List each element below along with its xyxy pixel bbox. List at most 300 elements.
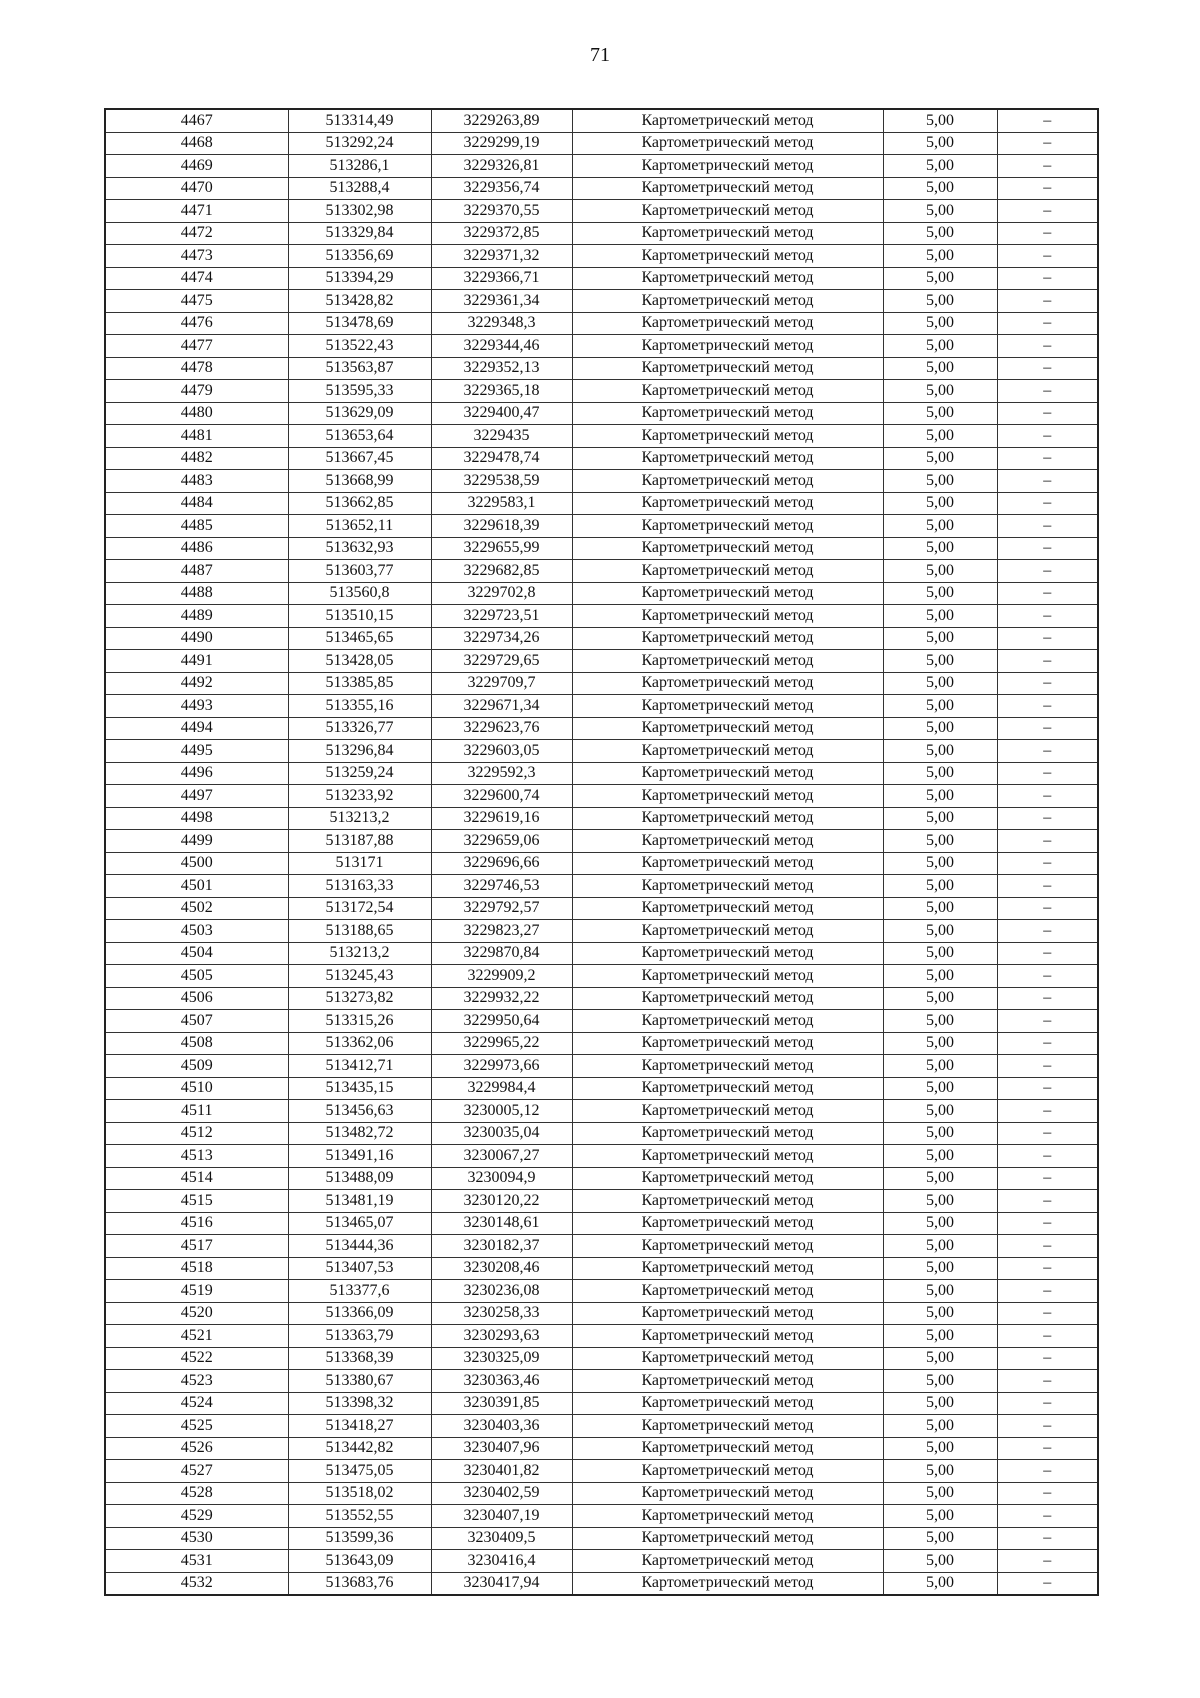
table-row — [105, 965, 1098, 988]
x-coordinate-cell: 513398,32 — [288, 1392, 431, 1415]
table-row — [105, 155, 1098, 178]
accuracy-cell: 5,00 — [883, 109, 997, 132]
table-row — [105, 109, 1098, 132]
y-coordinate-cell: 3230067,27 — [431, 1145, 572, 1168]
table-row — [105, 222, 1098, 245]
table-row — [105, 132, 1098, 155]
point-number-cell: 4506 — [105, 987, 288, 1010]
y-coordinate-cell: 3229973,66 — [431, 1055, 572, 1078]
x-coordinate-cell: 513475,05 — [288, 1460, 431, 1483]
point-number-cell: 4501 — [105, 875, 288, 898]
x-coordinate-cell: 513456,63 — [288, 1100, 431, 1123]
table-row — [105, 1257, 1098, 1280]
point-number-cell: 4468 — [105, 132, 288, 155]
note-cell: – — [997, 852, 1098, 875]
table-row — [105, 1212, 1098, 1235]
y-coordinate-cell: 3229682,85 — [431, 560, 572, 583]
accuracy-cell: 5,00 — [883, 1010, 997, 1033]
note-cell: – — [997, 132, 1098, 155]
accuracy-cell: 5,00 — [883, 942, 997, 965]
point-number-cell: 4503 — [105, 920, 288, 943]
y-coordinate-cell: 3229659,06 — [431, 830, 572, 853]
method-cell: Картометрический метод — [572, 1212, 883, 1235]
method-cell: Картометрический метод — [572, 177, 883, 200]
y-coordinate-cell: 3230325,09 — [431, 1347, 572, 1370]
x-coordinate-cell: 513518,02 — [288, 1482, 431, 1505]
note-cell: – — [997, 1460, 1098, 1483]
method-cell: Картометрический метод — [572, 515, 883, 538]
note-cell: – — [997, 897, 1098, 920]
page-number: 71 — [590, 44, 610, 66]
x-coordinate-cell: 513668,99 — [288, 470, 431, 493]
point-number-cell: 4487 — [105, 560, 288, 583]
method-cell: Картометрический метод — [572, 1032, 883, 1055]
point-number-cell: 4495 — [105, 740, 288, 763]
point-number-cell: 4490 — [105, 627, 288, 650]
note-cell: – — [997, 290, 1098, 313]
x-coordinate-cell: 513522,43 — [288, 335, 431, 358]
method-cell: Картометрический метод — [572, 1415, 883, 1438]
x-coordinate-cell: 513363,79 — [288, 1325, 431, 1348]
point-number-cell: 4524 — [105, 1392, 288, 1415]
table-row — [105, 1055, 1098, 1078]
point-number-cell: 4508 — [105, 1032, 288, 1055]
x-coordinate-cell: 513465,07 — [288, 1212, 431, 1235]
note-cell: – — [997, 1437, 1098, 1460]
method-cell: Картометрический метод — [572, 380, 883, 403]
method-cell: Картометрический метод — [572, 537, 883, 560]
y-coordinate-cell: 3229356,74 — [431, 177, 572, 200]
table-row — [105, 1032, 1098, 1055]
accuracy-cell: 5,00 — [883, 245, 997, 268]
table-row — [105, 177, 1098, 200]
y-coordinate-cell: 3229709,7 — [431, 672, 572, 695]
point-number-cell: 4532 — [105, 1572, 288, 1595]
x-coordinate-cell: 513326,77 — [288, 717, 431, 740]
note-cell: – — [997, 267, 1098, 290]
table-row — [105, 425, 1098, 448]
method-cell: Картометрический метод — [572, 1167, 883, 1190]
point-number-cell: 4528 — [105, 1482, 288, 1505]
point-number-cell: 4488 — [105, 582, 288, 605]
table-row — [105, 290, 1098, 313]
accuracy-cell: 5,00 — [883, 1145, 997, 1168]
table-row — [105, 1370, 1098, 1393]
y-coordinate-cell: 3229263,89 — [431, 109, 572, 132]
table-row — [105, 1437, 1098, 1460]
note-cell: – — [997, 1572, 1098, 1595]
accuracy-cell: 5,00 — [883, 1032, 997, 1055]
accuracy-cell: 5,00 — [883, 965, 997, 988]
accuracy-cell: 5,00 — [883, 267, 997, 290]
point-number-cell: 4509 — [105, 1055, 288, 1078]
note-cell: – — [997, 965, 1098, 988]
accuracy-cell: 5,00 — [883, 1167, 997, 1190]
x-coordinate-cell: 513603,77 — [288, 560, 431, 583]
note-cell: – — [997, 200, 1098, 223]
x-coordinate-cell: 513380,67 — [288, 1370, 431, 1393]
point-number-cell: 4502 — [105, 897, 288, 920]
table-row — [105, 470, 1098, 493]
x-coordinate-cell: 513288,4 — [288, 177, 431, 200]
table-row — [105, 1550, 1098, 1573]
point-number-cell: 4516 — [105, 1212, 288, 1235]
accuracy-cell: 5,00 — [883, 1325, 997, 1348]
y-coordinate-cell: 3230120,22 — [431, 1190, 572, 1213]
point-number-cell: 4484 — [105, 492, 288, 515]
x-coordinate-cell: 513377,6 — [288, 1280, 431, 1303]
method-cell: Картометрический метод — [572, 425, 883, 448]
y-coordinate-cell: 3229792,57 — [431, 897, 572, 920]
table-row — [105, 807, 1098, 830]
note-cell: – — [997, 1077, 1098, 1100]
x-coordinate-cell: 513652,11 — [288, 515, 431, 538]
x-coordinate-cell: 513213,2 — [288, 807, 431, 830]
table-row — [105, 1010, 1098, 1033]
point-number-cell: 4500 — [105, 852, 288, 875]
accuracy-cell: 5,00 — [883, 1572, 997, 1595]
point-number-cell: 4531 — [105, 1550, 288, 1573]
note-cell: – — [997, 740, 1098, 763]
point-number-cell: 4504 — [105, 942, 288, 965]
note-cell: – — [997, 155, 1098, 178]
table-row — [105, 560, 1098, 583]
coordinates-table — [104, 108, 1099, 1596]
x-coordinate-cell: 513315,26 — [288, 1010, 431, 1033]
table-row — [105, 852, 1098, 875]
method-cell: Картометрический метод — [572, 762, 883, 785]
point-number-cell: 4476 — [105, 312, 288, 335]
y-coordinate-cell: 3229299,19 — [431, 132, 572, 155]
method-cell: Картометрический метод — [572, 1347, 883, 1370]
accuracy-cell: 5,00 — [883, 1347, 997, 1370]
accuracy-cell: 5,00 — [883, 222, 997, 245]
x-coordinate-cell: 513632,93 — [288, 537, 431, 560]
method-cell: Картометрический метод — [572, 447, 883, 470]
accuracy-cell: 5,00 — [883, 1550, 997, 1573]
table-row — [105, 1415, 1098, 1438]
table-row — [105, 627, 1098, 650]
table-row — [105, 402, 1098, 425]
accuracy-cell: 5,00 — [883, 1482, 997, 1505]
x-coordinate-cell: 513599,36 — [288, 1527, 431, 1550]
point-number-cell: 4470 — [105, 177, 288, 200]
method-cell: Картометрический метод — [572, 897, 883, 920]
table-row — [105, 1347, 1098, 1370]
accuracy-cell: 5,00 — [883, 807, 997, 830]
x-coordinate-cell: 513187,88 — [288, 830, 431, 853]
point-number-cell: 4510 — [105, 1077, 288, 1100]
accuracy-cell: 5,00 — [883, 1077, 997, 1100]
method-cell: Картометрический метод — [572, 875, 883, 898]
note-cell: – — [997, 1167, 1098, 1190]
y-coordinate-cell: 3229366,71 — [431, 267, 572, 290]
x-coordinate-cell: 513428,82 — [288, 290, 431, 313]
y-coordinate-cell: 3229352,13 — [431, 357, 572, 380]
table-row — [105, 537, 1098, 560]
note-cell: – — [997, 380, 1098, 403]
point-number-cell: 4498 — [105, 807, 288, 830]
table-row — [105, 942, 1098, 965]
point-number-cell: 4467 — [105, 109, 288, 132]
accuracy-cell: 5,00 — [883, 852, 997, 875]
x-coordinate-cell: 513314,49 — [288, 109, 431, 132]
x-coordinate-cell: 513355,16 — [288, 695, 431, 718]
accuracy-cell: 5,00 — [883, 1190, 997, 1213]
note-cell: – — [997, 1482, 1098, 1505]
table-row — [105, 740, 1098, 763]
method-cell: Картометрический метод — [572, 1482, 883, 1505]
y-coordinate-cell: 3229344,46 — [431, 335, 572, 358]
x-coordinate-cell: 513444,36 — [288, 1235, 431, 1258]
accuracy-cell: 5,00 — [883, 312, 997, 335]
method-cell: Картометрический метод — [572, 1145, 883, 1168]
table-row — [105, 515, 1098, 538]
method-cell: Картометрический метод — [572, 785, 883, 808]
accuracy-cell: 5,00 — [883, 1460, 997, 1483]
table-row — [105, 1077, 1098, 1100]
y-coordinate-cell: 3230258,33 — [431, 1302, 572, 1325]
y-coordinate-cell: 3229478,74 — [431, 447, 572, 470]
x-coordinate-cell: 513329,84 — [288, 222, 431, 245]
accuracy-cell: 5,00 — [883, 1527, 997, 1550]
y-coordinate-cell: 3229823,27 — [431, 920, 572, 943]
table-row — [105, 1190, 1098, 1213]
note-cell: – — [997, 1550, 1098, 1573]
method-cell: Картометрический метод — [572, 1572, 883, 1595]
x-coordinate-cell: 513296,84 — [288, 740, 431, 763]
accuracy-cell: 5,00 — [883, 650, 997, 673]
method-cell: Картометрический метод — [572, 942, 883, 965]
y-coordinate-cell: 3230363,46 — [431, 1370, 572, 1393]
x-coordinate-cell: 513188,65 — [288, 920, 431, 943]
method-cell: Картометрический метод — [572, 200, 883, 223]
y-coordinate-cell: 3229723,51 — [431, 605, 572, 628]
method-cell: Картометрический метод — [572, 672, 883, 695]
y-coordinate-cell: 3229370,55 — [431, 200, 572, 223]
note-cell: – — [997, 357, 1098, 380]
table-row — [105, 695, 1098, 718]
y-coordinate-cell: 3229734,26 — [431, 627, 572, 650]
table-row — [105, 245, 1098, 268]
x-coordinate-cell: 513356,69 — [288, 245, 431, 268]
x-coordinate-cell: 513488,09 — [288, 1167, 431, 1190]
accuracy-cell: 5,00 — [883, 920, 997, 943]
accuracy-cell: 5,00 — [883, 1415, 997, 1438]
x-coordinate-cell: 513643,09 — [288, 1550, 431, 1573]
table-row — [105, 650, 1098, 673]
method-cell: Картометрический метод — [572, 852, 883, 875]
x-coordinate-cell: 513302,98 — [288, 200, 431, 223]
table-row — [105, 1460, 1098, 1483]
point-number-cell: 4523 — [105, 1370, 288, 1393]
y-coordinate-cell: 3230407,19 — [431, 1505, 572, 1528]
method-cell: Картометрический метод — [572, 965, 883, 988]
method-cell: Картометрический метод — [572, 245, 883, 268]
method-cell: Картометрический метод — [572, 335, 883, 358]
point-number-cell: 4477 — [105, 335, 288, 358]
point-number-cell: 4473 — [105, 245, 288, 268]
point-number-cell: 4530 — [105, 1527, 288, 1550]
y-coordinate-cell: 3229932,22 — [431, 987, 572, 1010]
point-number-cell: 4497 — [105, 785, 288, 808]
method-cell: Картометрический метод — [572, 1077, 883, 1100]
point-number-cell: 4507 — [105, 1010, 288, 1033]
table-row — [105, 830, 1098, 853]
method-cell: Картометрический метод — [572, 1100, 883, 1123]
table-row — [105, 1527, 1098, 1550]
x-coordinate-cell: 513259,24 — [288, 762, 431, 785]
point-number-cell: 4514 — [105, 1167, 288, 1190]
accuracy-cell: 5,00 — [883, 875, 997, 898]
note-cell: – — [997, 920, 1098, 943]
y-coordinate-cell: 3229909,2 — [431, 965, 572, 988]
y-coordinate-cell: 3229372,85 — [431, 222, 572, 245]
method-cell: Картометрический метод — [572, 1257, 883, 1280]
accuracy-cell: 5,00 — [883, 740, 997, 763]
y-coordinate-cell: 3229400,47 — [431, 402, 572, 425]
table-row — [105, 200, 1098, 223]
point-number-cell: 4496 — [105, 762, 288, 785]
note-cell: – — [997, 1527, 1098, 1550]
x-coordinate-cell: 513407,53 — [288, 1257, 431, 1280]
point-number-cell: 4499 — [105, 830, 288, 853]
note-cell: – — [997, 1032, 1098, 1055]
table-row — [105, 582, 1098, 605]
note-cell: – — [997, 717, 1098, 740]
y-coordinate-cell: 3230148,61 — [431, 1212, 572, 1235]
accuracy-cell: 5,00 — [883, 1100, 997, 1123]
y-coordinate-cell: 3230401,82 — [431, 1460, 572, 1483]
x-coordinate-cell: 513595,33 — [288, 380, 431, 403]
point-number-cell: 4493 — [105, 695, 288, 718]
y-coordinate-cell: 3229435 — [431, 425, 572, 448]
accuracy-cell: 5,00 — [883, 560, 997, 583]
y-coordinate-cell: 3229348,3 — [431, 312, 572, 335]
accuracy-cell: 5,00 — [883, 1302, 997, 1325]
accuracy-cell: 5,00 — [883, 402, 997, 425]
accuracy-cell: 5,00 — [883, 290, 997, 313]
note-cell: – — [997, 1122, 1098, 1145]
y-coordinate-cell: 3229538,59 — [431, 470, 572, 493]
method-cell: Картометрический метод — [572, 267, 883, 290]
accuracy-cell: 5,00 — [883, 357, 997, 380]
x-coordinate-cell: 513442,82 — [288, 1437, 431, 1460]
y-coordinate-cell: 3229618,39 — [431, 515, 572, 538]
accuracy-cell: 5,00 — [883, 1437, 997, 1460]
x-coordinate-cell: 513213,2 — [288, 942, 431, 965]
x-coordinate-cell: 513394,29 — [288, 267, 431, 290]
note-cell: – — [997, 807, 1098, 830]
y-coordinate-cell: 3229702,8 — [431, 582, 572, 605]
accuracy-cell: 5,00 — [883, 785, 997, 808]
y-coordinate-cell: 3229365,18 — [431, 380, 572, 403]
x-coordinate-cell: 513418,27 — [288, 1415, 431, 1438]
note-cell: – — [997, 695, 1098, 718]
table-row — [105, 875, 1098, 898]
method-cell: Картометрический метод — [572, 1190, 883, 1213]
x-coordinate-cell: 513653,64 — [288, 425, 431, 448]
table-row — [105, 1392, 1098, 1415]
x-coordinate-cell: 513552,55 — [288, 1505, 431, 1528]
x-coordinate-cell: 513683,76 — [288, 1572, 431, 1595]
method-cell: Картометрический метод — [572, 1527, 883, 1550]
point-number-cell: 4513 — [105, 1145, 288, 1168]
accuracy-cell: 5,00 — [883, 1212, 997, 1235]
accuracy-cell: 5,00 — [883, 695, 997, 718]
x-coordinate-cell: 513273,82 — [288, 987, 431, 1010]
y-coordinate-cell: 3230236,08 — [431, 1280, 572, 1303]
y-coordinate-cell: 3229729,65 — [431, 650, 572, 673]
table-row — [105, 1572, 1098, 1595]
x-coordinate-cell: 513629,09 — [288, 402, 431, 425]
accuracy-cell: 5,00 — [883, 537, 997, 560]
note-cell: – — [997, 650, 1098, 673]
point-number-cell: 4486 — [105, 537, 288, 560]
x-coordinate-cell: 513482,72 — [288, 1122, 431, 1145]
note-cell: – — [997, 987, 1098, 1010]
method-cell: Картометрический метод — [572, 357, 883, 380]
point-number-cell: 4482 — [105, 447, 288, 470]
y-coordinate-cell: 3230094,9 — [431, 1167, 572, 1190]
method-cell: Картометрический метод — [572, 1055, 883, 1078]
note-cell: – — [997, 672, 1098, 695]
table-row — [105, 1235, 1098, 1258]
point-number-cell: 4529 — [105, 1505, 288, 1528]
point-number-cell: 4492 — [105, 672, 288, 695]
y-coordinate-cell: 3230005,12 — [431, 1100, 572, 1123]
accuracy-cell: 5,00 — [883, 335, 997, 358]
point-number-cell: 4471 — [105, 200, 288, 223]
accuracy-cell: 5,00 — [883, 830, 997, 853]
method-cell: Картометрический метод — [572, 1370, 883, 1393]
accuracy-cell: 5,00 — [883, 762, 997, 785]
accuracy-cell: 5,00 — [883, 1235, 997, 1258]
note-cell: – — [997, 1100, 1098, 1123]
x-coordinate-cell: 513366,09 — [288, 1302, 431, 1325]
table-row — [105, 785, 1098, 808]
note-cell: – — [997, 447, 1098, 470]
table-row — [105, 920, 1098, 943]
accuracy-cell: 5,00 — [883, 200, 997, 223]
method-cell: Картометрический метод — [572, 1437, 883, 1460]
note-cell: – — [997, 1145, 1098, 1168]
accuracy-cell: 5,00 — [883, 492, 997, 515]
accuracy-cell: 5,00 — [883, 717, 997, 740]
point-number-cell: 4521 — [105, 1325, 288, 1348]
method-cell: Картометрический метод — [572, 290, 883, 313]
y-coordinate-cell: 3230416,4 — [431, 1550, 572, 1573]
table-row — [105, 1145, 1098, 1168]
table-row — [105, 267, 1098, 290]
point-number-cell: 4479 — [105, 380, 288, 403]
y-coordinate-cell: 3229361,34 — [431, 290, 572, 313]
table-row — [105, 762, 1098, 785]
accuracy-cell: 5,00 — [883, 132, 997, 155]
accuracy-cell: 5,00 — [883, 1392, 997, 1415]
note-cell: – — [997, 1010, 1098, 1033]
method-cell: Картометрический метод — [572, 1235, 883, 1258]
accuracy-cell: 5,00 — [883, 897, 997, 920]
method-cell: Картометрический метод — [572, 312, 883, 335]
table-row — [105, 1505, 1098, 1528]
y-coordinate-cell: 3230403,36 — [431, 1415, 572, 1438]
y-coordinate-cell: 3229696,66 — [431, 852, 572, 875]
accuracy-cell: 5,00 — [883, 582, 997, 605]
y-coordinate-cell: 3230417,94 — [431, 1572, 572, 1595]
note-cell: – — [997, 402, 1098, 425]
point-number-cell: 4511 — [105, 1100, 288, 1123]
